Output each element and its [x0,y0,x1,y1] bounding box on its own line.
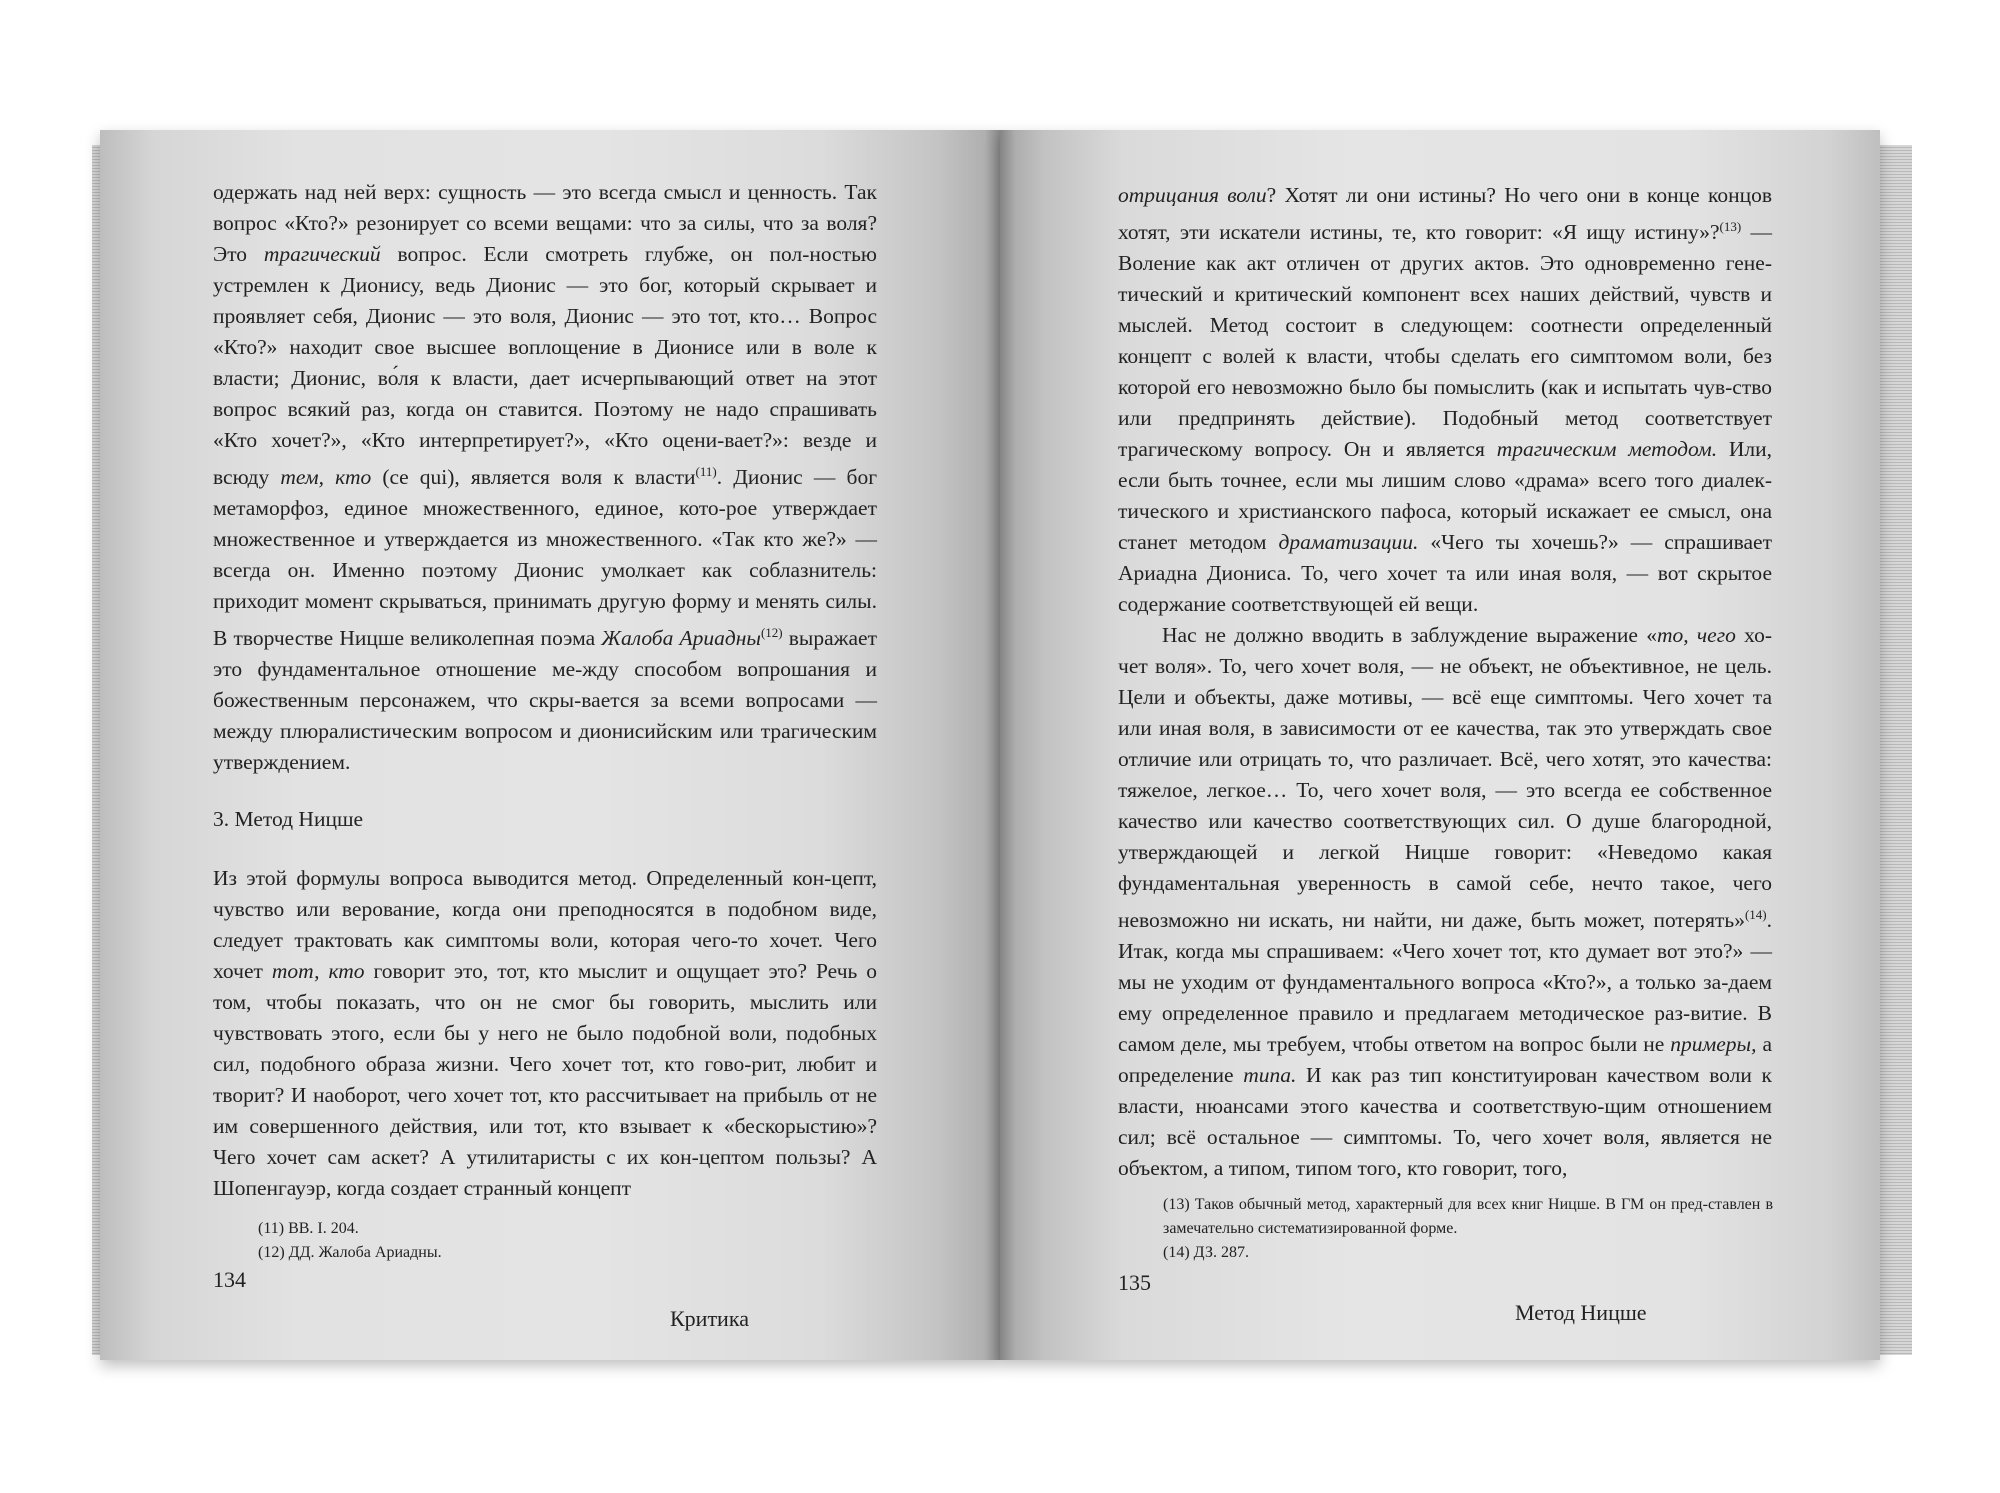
italic-text: трагический [263,242,381,266]
footnote-ref: (12) [760,625,783,641]
footnote: (12) ДД. Жалоба Ариадны. [258,1244,442,1261]
left-page-body [213,177,877,1204]
page-number: 134 [213,1267,246,1292]
italic-text: примеры, [1670,1032,1757,1057]
italic-text: Жалоба Ариадны [601,626,761,651]
running-title: Метод Ницше [1515,1300,1647,1325]
running-title: Критика [670,1306,749,1331]
left-paragraph: Из этой формулы вопроса выводится метод. Определенный кон-цепт, чувство или верование, когда они преподносятся в подобном виде, следует трактовать как симптомы воли, которая чего-то хочет. Чего хочет тот, кто говорит это, тот, кто мыслит и ощущает это? Речь о том, чтобы показать, что он не смог бы говорить, мыслить или чувствовать этого, если бы у него не было подобной воли, подобных сил, подобного образа жизни. Чего хочет тот, кто гово-рит, любит и творит? И наоборот, чего хочет тот, кто рассчитывает на прибыль от не им совершенного действия, или тот, кто взывает к «бескорыстию»? Чего хочет сам аскет? А утилитаристы с их кон-цептом пользы? А Шопенгауэр, когда создает странный концепт [213,866,877,1201]
footnote: (13) Таков обычный метод, характерный для всех книг Ницше. В ГМ он пред-ставлен в замечательно систематизированной форме. [1163,1196,1773,1237]
right-paragraph: Нас не должно вводить в заблуждение выражение «то, чего хо-чет воля». То, чего хочет воля, — не объект, не объективное, не цель. Цели и объекты, даже мотивы, — всё еще симптомы. Чего хочет та или иная воля, в зависимости от ее качества, так это утверждать свое отличие или отрицать то, что различает. Всё, чего хотят, это качества: тяжелое, легкое… То, чего хочет воля, — это всегда ее собственное качество или качество соответствующих сил. О душе благородной, утверждающей и легкой Ницше говорит: «Неведомо какая фундаментальная уверенность в самой себе, нечто такое, чего невозможно ни искать, ни найти, ни даже, быть может, потерять»$^{(14)}$. Итак, когда мы спрашиваем: «Чего хочет тот, кто думает вот это?» — мы не уходим от фундаментального вопроса «Кто?», а только за-даем ему определенное правило и предлагаем методическое раз-витие. В самом деле, мы требуем, чтобы ответом на вопрос были не примеры, а определение типа. И как раз тип конституирован качеством воли к власти, нюансами этого качества и соответствую-щим отношением сил; всё остальное — симптомы. То, чего хочет воля, является не объектом, а типом, типом того, кто говорит, того, [1118,623,1773,1181]
footnote-ref: (11) [695,464,717,479]
footnote-ref: (13) [1719,219,1742,234]
italic-text: то, чего [1656,623,1736,648]
right-paragraph: отрицания воли? Хотят ли они истины? Но чего они в конце концов хотят, эти искатели истины, те, кто говорит: «Я ищу истину»?$^{(13)}$ — Воление как акт отличен от других актов. Это одновременно гене-тический и критический компонент всех наших действий, чувств и мыслей. Метод состоит в следующем: соотнести определенный концепт с волей к власти, чтобы сделать его симптомом воли, без которой его невозможно было бы помыслить (как и испытать чув-ство или предпринять действие). Подобный метод соответствует трагическому вопросу. Он и является трагическим методом. Или, если быть точнее, если мы лишим слово «драма» всего того диалек-тического и христианского пафоса, который искажает ее смысл, она станет методом драматизации. «Чего ты хочешь?» — спрашивает Ариадна Диониса. То, чего хочет та или иная воля, — вот скрытое содержание соответствующей ей вещи. [1118,183,1773,617]
italic-text: типа. [1243,1063,1297,1088]
right-footnotes [1163,1193,1773,1265]
italic-text: драматизации. [1278,530,1419,555]
footnote-ref: (14) [1744,907,1767,923]
section-heading: 3. Метод Ницше [213,807,364,832]
left-paragraph: одержать над ней верх: сущность — это всегда смысл и ценность. Так вопрос «Кто?» резонирует со всеми вещами: что за силы, что за воля? Это трагический вопрос. Если смотреть глубже, он пол-ностью устремлен к Дионису, ведь Дионис — это бог, который скрывает и проявляет себя, Дионис — это воля, Дионис — это тот, кто… Вопрос «Кто?» находит свое высшее воплощение в Дионисе или в воле к власти; Дионис, во́ля к власти, дает исчерпывающий ответ на этот вопрос всякий раз, когда он ставится. Поэтому не надо спрашивать «Кто хочет?», «Кто интерпретирует?», «Кто оцени-вает?»: везде и всюду тем, кто (ce qui), является воля к власти$^{(11)}$. Дионис — бог метаморфоз, единое множественного, единое, кото-рое утверждает множественное и утверждается из множественного. «Так кто же?» — всегда он. Именно поэтому Дионис умолкает как соблазнитель: приходит момент скрываться, принимать другую форму и менять силы. В творчестве Ницше великолепная поэма Жалоба Ариадны$^{(12)}$ выражает это фундаментальное отношение ме-жду способом вопрошания и божественным персонажем, что скры-вается за всеми вопросами — между плюралистическим вопросом и дионисийским или трагическим утверждением. [213,180,878,775]
italic-text: трагическим методом. [1496,437,1718,462]
footnote: (14) ДЗ. 287. [1163,1244,1249,1261]
italic-text: тем, кто [280,465,372,490]
right-page [1000,130,1880,1360]
right-page-body [1118,180,1772,1184]
italic-text: отрицания воли [1118,183,1267,207]
footnote: (11) ВВ. I. 204. [258,1220,359,1237]
left-page [100,130,1000,1360]
italic-text: тот, кто [271,959,365,984]
page-number: 135 [1118,1270,1151,1295]
book-gutter [985,130,1015,1360]
left-footnotes [258,1217,818,1265]
